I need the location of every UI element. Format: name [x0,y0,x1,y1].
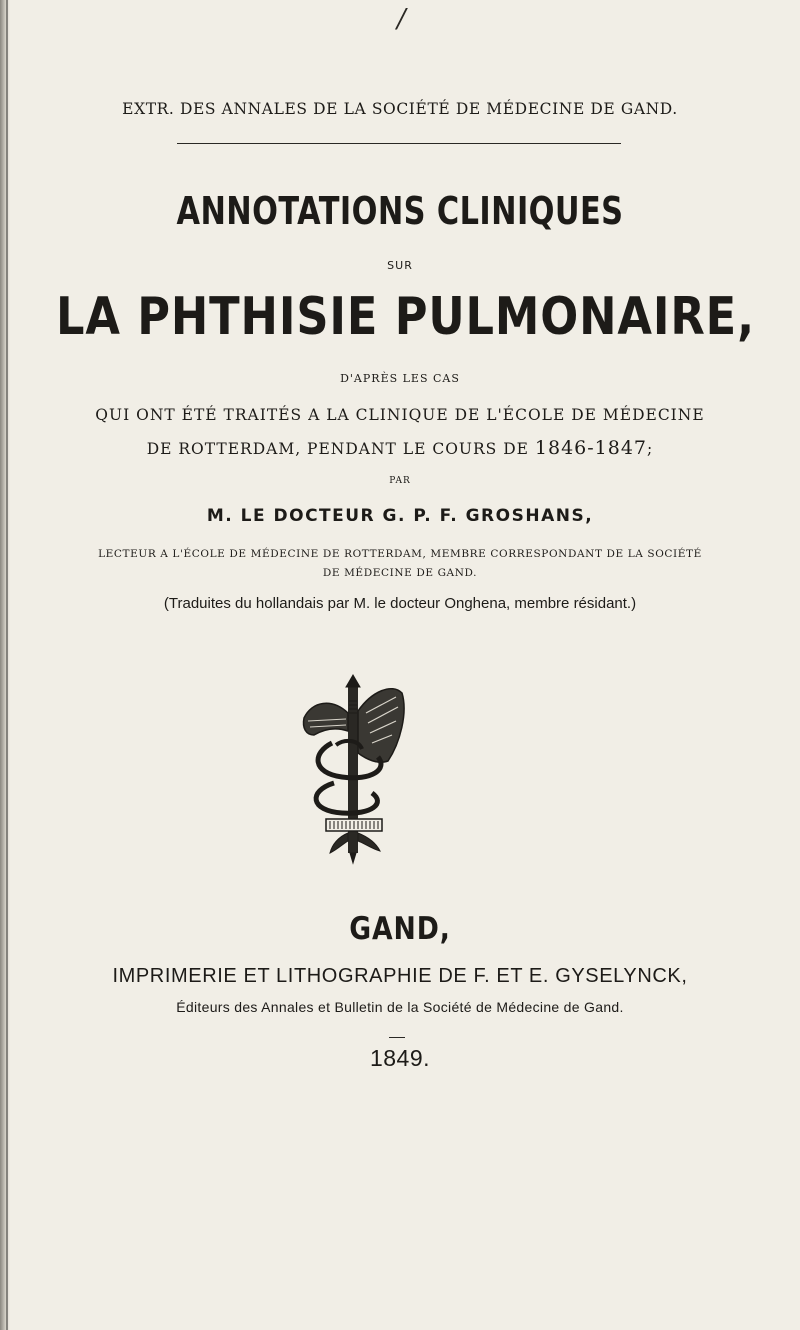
subtitle-dapres: D'APRÈS LES CAS [340,372,460,385]
translator-note: (Traduites du hollandais par M. le docteur Onghena, membre résidant.) [163,595,637,612]
running-head: EXTR. DES ANNALES DE LA SOCIÉTÉ DE MÉDECINE DE GAND. [122,100,678,118]
subtitle-line-2-prefix: DE ROTTERDAM, PENDANT LE COURS DE [146,440,529,458]
imprint-year: 1849. [369,1045,431,1071]
author-position-line-1: LECTEUR A L'ÉCOLE DE MÉDECINE DE ROTTERDAM, MEMBRE CORRESPONDANT DE LA SOCIÉTÉ [98,548,702,560]
title-line-2: LA PHTHISIE PULMONAIRE, [56,287,755,347]
caduceus-emblem [292,673,414,865]
header-rule [177,143,621,144]
subtitle-line-1: QUI ONT ÉTÉ TRAITÉS A LA CLINIQUE DE L'ÉCOLE DE MÉDECINE [95,406,705,424]
title-connector: SUR [387,259,413,272]
page-edge-shadow [0,0,10,1330]
title-line-1: ANNOTATIONS CLINIQUES [176,189,624,233]
subtitle-line-2 [0,437,800,459]
author-name: M. LE DOCTEUR G. P. F. GROSHANS, [206,506,594,526]
subtitle-line-2-suffix: ; [647,440,654,458]
imprint-city: GAND, [349,911,451,947]
year-dash [389,1037,405,1038]
subtitle-years: 1846-1847 [534,437,648,459]
imprint-printer: IMPRIMERIE ET LITHOGRAPHIE DE F. ET E. GYSELYNCK, [112,965,688,987]
author-position-line-2: DE MÉDECINE DE GAND. [322,567,478,579]
byline-par: PAR [389,476,411,486]
binding-edge [6,0,8,1330]
top-pencil-mark: / [397,4,406,34]
imprint-publisher-note: Éditeurs des Annales et Bulletin de la Société de Médecine de Gand. [176,999,624,1015]
